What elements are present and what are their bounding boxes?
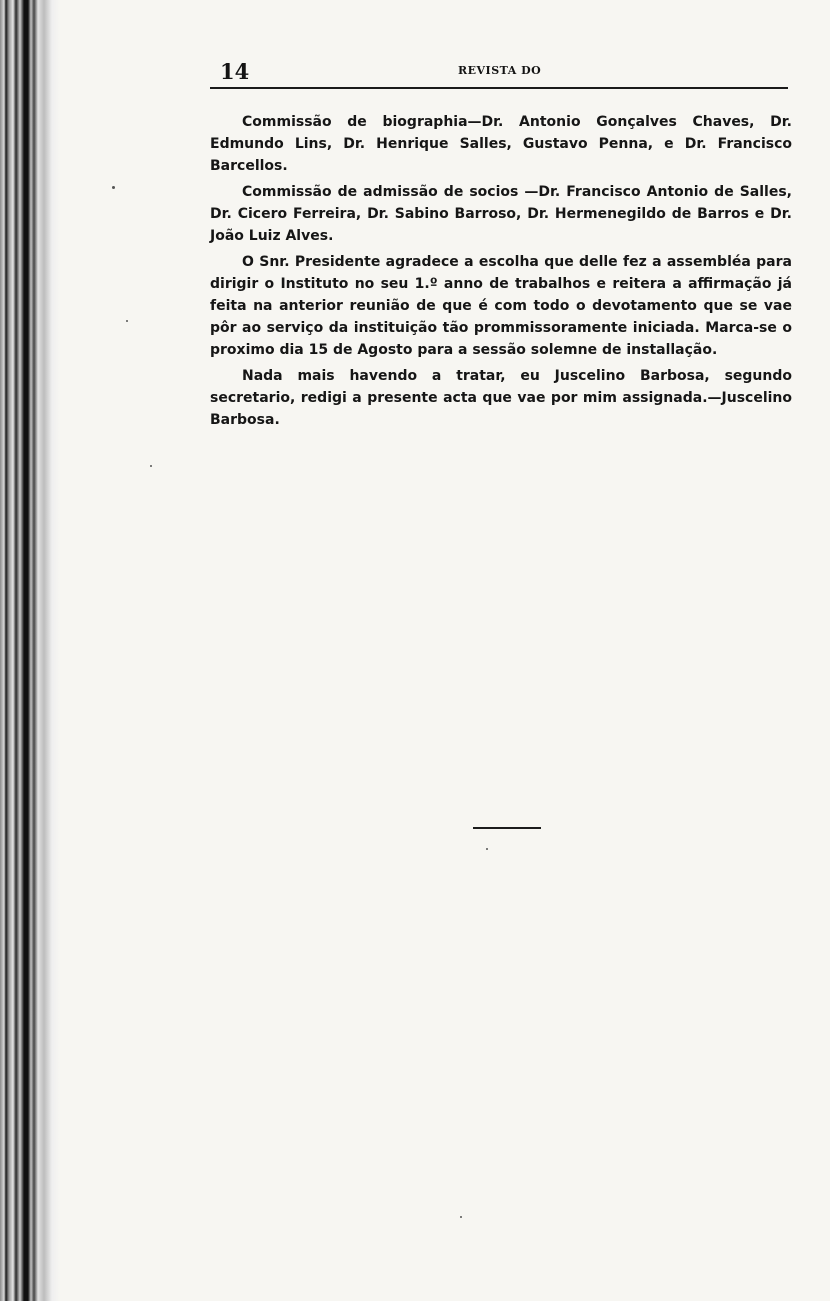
scan-speck xyxy=(126,320,128,322)
binding-edge xyxy=(0,0,60,1301)
running-title: REVISTA DO xyxy=(458,64,542,77)
scan-speck xyxy=(112,186,115,189)
paragraph-commission-biography: Commissão de biographia—Dr. Antonio Gonçalves Chaves, Dr. Edmundo Lins, Dr. Henrique Salles, Gustavo Penna, e Dr. Francisco Barcellos. xyxy=(210,114,792,174)
scan-speck xyxy=(460,1216,462,1218)
paragraph-closing: Nada mais havendo a tratar, eu Juscelino Barbosa, segundo secretario, redigi a presente acta que vae por mim assignada.—Juscelino Barbosa. xyxy=(210,368,792,428)
running-head xyxy=(210,55,792,85)
scan-speck xyxy=(150,465,152,467)
body-text xyxy=(210,111,792,431)
book-page xyxy=(210,55,792,431)
paragraph-president-thanks: O Snr. Presidente agradece a escolha que delle fez a assembléa para dirigir o Instituto no seu 1.º anno de trabalhos e reitera a affirmação já feita na anterior reunião de que é com todo o devotamento que se vae pôr ao serviço da instituição tão prommissoramente iniciada. Marca-se o proximo dia 15 de Agosto para a sessão solemne de installação. xyxy=(210,254,792,358)
scan-speck xyxy=(486,848,488,850)
end-rule-ornament xyxy=(473,827,541,829)
paragraph-commission-admission: Commissão de admissão de socios —Dr. Francisco Antonio de Salles, Dr. Cicero Ferreira, Dr. Sabino Barroso, Dr. Hermenegildo de Barros e Dr. João Luiz Alves. xyxy=(210,184,792,244)
page-number: 14 xyxy=(220,59,250,84)
header-rule xyxy=(210,87,788,89)
